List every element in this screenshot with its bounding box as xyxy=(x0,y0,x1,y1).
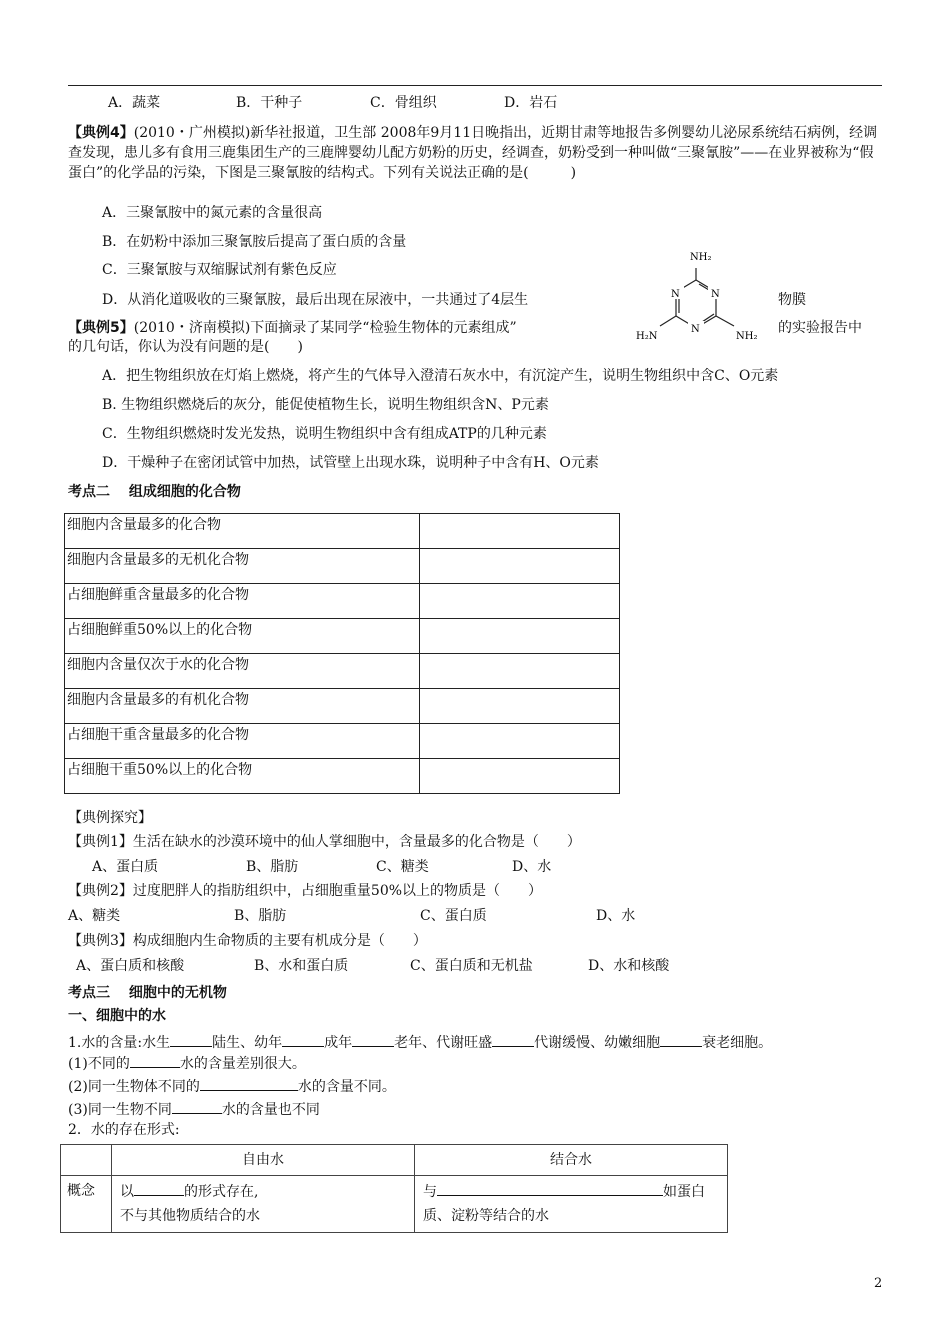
nh2-left-label: H₂N xyxy=(636,331,658,342)
example5-label: 【典例5】 xyxy=(68,320,134,336)
ring-n-label: N xyxy=(691,324,700,335)
fill-blank[interactable] xyxy=(660,1032,702,1047)
section3-title: 考点三 细胞中的无机物 xyxy=(68,985,227,1001)
concept-label: 概念 xyxy=(61,1176,112,1233)
free-text: 不与其他物质结合的水 xyxy=(120,1208,260,1224)
answer-cell[interactable] xyxy=(420,724,620,759)
prev-option-a: A．蔬菜 xyxy=(108,95,161,111)
water-subsection-title: 一、细胞中的水 xyxy=(68,1008,166,1024)
prev-option-c: C．骨组织 xyxy=(370,95,437,111)
water-line-2 xyxy=(68,1076,396,1096)
example1-option-d: D、水 xyxy=(512,859,552,875)
example5-text-c: 的几句话，你认为没有问题的是( ) xyxy=(68,339,303,355)
answer-cell[interactable] xyxy=(420,654,620,689)
example4-option-a: A．三聚氰胺中的氮元素的含量很高 xyxy=(102,205,323,221)
table-row xyxy=(65,724,620,759)
table-row xyxy=(61,1145,728,1176)
example2-option-c: C、蛋白质 xyxy=(420,908,487,924)
water-text: 老年、代谢旺盛 xyxy=(394,1035,493,1051)
answer-cell[interactable] xyxy=(420,549,620,584)
table-row xyxy=(65,549,620,584)
table-row xyxy=(65,654,620,689)
example3-question: 【典例3】构成细胞内生命物质的主要有机成分是（ ） xyxy=(68,933,427,949)
water-text: 陆生、幼年 xyxy=(212,1035,283,1051)
fill-blank[interactable] xyxy=(492,1032,534,1047)
bound-text: 质、淀粉等结合的水 xyxy=(423,1208,549,1224)
example3-option-a: A、蛋白质和核酸 xyxy=(76,958,185,974)
answer-cell[interactable] xyxy=(420,514,620,549)
example2-option-b: B、脂肪 xyxy=(234,908,287,924)
fill-blank[interactable] xyxy=(437,1181,663,1196)
water-text: 1.水的含量:水生 xyxy=(68,1035,171,1051)
ring-n-label: N xyxy=(671,289,680,300)
example3-option-b: B、水和蛋白质 xyxy=(254,958,349,974)
compound-question: 占细胞干重含量最多的化合物 xyxy=(65,724,420,759)
example1-question: 【典例1】生活在缺水的沙漠环境中的仙人掌细胞中，含量最多的化合物是（ ） xyxy=(68,834,581,850)
table-row xyxy=(65,584,620,619)
water-content-line xyxy=(68,1032,772,1052)
example4-option-b: B．在奶粉中添加三聚氰胺后提高了蛋白质的含量 xyxy=(102,234,407,250)
water-text: (2)同一生物体不同的 xyxy=(68,1079,200,1095)
fill-blank[interactable] xyxy=(282,1032,324,1047)
page-number: 2 xyxy=(874,1276,883,1291)
fill-blank[interactable] xyxy=(130,1053,180,1068)
example4-option-c: C．三聚氰胺与双缩脲试剂有紫色反应 xyxy=(102,262,337,278)
fill-blank[interactable] xyxy=(170,1032,212,1047)
water-text: 水的含量不同。 xyxy=(297,1079,396,1095)
water-line-1 xyxy=(68,1053,306,1073)
example4-question xyxy=(68,123,882,183)
bound-water-header: 结合水 xyxy=(415,1145,728,1176)
example5-question-a xyxy=(68,320,517,337)
compound-question: 占细胞干重50%以上的化合物 xyxy=(65,759,420,794)
answer-cell[interactable] xyxy=(420,619,620,654)
fill-blank[interactable] xyxy=(134,1181,184,1196)
free-water-concept xyxy=(112,1176,415,1233)
water-text: (3)同一生物不同 xyxy=(68,1102,172,1118)
water-text: 代谢缓慢、幼嫩细胞 xyxy=(534,1035,661,1051)
table-row xyxy=(65,759,620,794)
table-row xyxy=(61,1176,728,1233)
water-text: 水的含量也不同 xyxy=(221,1102,320,1118)
water-text: 衰老细胞。 xyxy=(702,1035,773,1051)
bound-text: 与 xyxy=(423,1184,437,1200)
compound-question: 细胞内含量最多的化合物 xyxy=(65,514,420,549)
bound-text: 如蛋白 xyxy=(663,1184,705,1200)
water-line-3 xyxy=(68,1099,320,1119)
nh2-right-label: NH₂ xyxy=(736,331,758,342)
compound-question: 细胞内含量最多的有机化合物 xyxy=(65,689,420,724)
water-text: (1)不同的 xyxy=(68,1056,130,1072)
free-water-header: 自由水 xyxy=(112,1145,415,1176)
table-row xyxy=(65,619,620,654)
ring-n-label: N xyxy=(711,289,720,300)
example2-option-d: D、水 xyxy=(596,908,636,924)
water-text: 水的含量差别很大。 xyxy=(179,1056,306,1072)
example3-option-d: D、水和核酸 xyxy=(588,958,670,974)
header-rule xyxy=(68,85,882,86)
prev-option-b: B．干种子 xyxy=(236,95,303,111)
example5-text-b: 的实验报告中 xyxy=(778,320,862,336)
answer-cell[interactable] xyxy=(420,689,620,724)
example4-option-d: D．从消化道吸收的三聚氰胺，最后出现在尿液中，一共通过了4层生 xyxy=(102,292,529,308)
example5-option-c: C．生物组织燃烧时发光发热，说明生物组织中含有组成ATP的几种元素 xyxy=(102,426,547,442)
fill-blank[interactable] xyxy=(352,1032,394,1047)
example4-text: (2010・广州模拟)新华社报道，卫生部 2008年9月11日晚指出，近期甘肃等地报告多例婴幼儿泌尿系统结石病例，经调查发现，患儿多有食用三鹿集团生产的三鹿牌婴幼儿配方奶粉的历史，经调查，奶粉受到一种叫做“三聚氰胺”——在业界被称为“假蛋白”的化学品的污染，下图是三聚氰胺的结构式。下列有关说法正确的是( ) xyxy=(68,125,878,181)
compound-question: 细胞内含量仅次于水的化合物 xyxy=(65,654,420,689)
water-text: 成年 xyxy=(324,1035,353,1051)
compound-question: 细胞内含量最多的无机化合物 xyxy=(65,549,420,584)
header-empty-cell xyxy=(61,1145,112,1176)
nh2-top-label: NH₂ xyxy=(690,252,712,263)
example2-question: 【典例2】过度肥胖人的指肪组织中，占细胞重量50%以上的物质是（ ） xyxy=(68,883,543,899)
fill-blank[interactable] xyxy=(200,1076,298,1091)
compounds-table xyxy=(64,513,620,794)
example3-option-c: C、蛋白质和无机盐 xyxy=(410,958,533,974)
section2-title: 考点二 组成细胞的化合物 xyxy=(68,484,241,500)
example1-option-a: A、蛋白质 xyxy=(92,859,159,875)
examples-title: 【典例探究】 xyxy=(68,810,152,826)
example4-label: 【典例4】 xyxy=(68,125,134,141)
answer-cell[interactable] xyxy=(420,759,620,794)
table-row xyxy=(65,689,620,724)
example1-option-b: B、脂肪 xyxy=(246,859,299,875)
example5-option-a: A．把生物组织放在灯焰上燃烧，将产生的气体导入澄清石灰水中，有沉淀产生，说明生物组织中含C、O元素 xyxy=(102,368,779,384)
compound-question: 占细胞鲜重含量最多的化合物 xyxy=(65,584,420,619)
example5-text-a: (2010・济南模拟)下面摘录了某同学“检验生物体的元素组成” xyxy=(133,320,517,336)
example5-option-d: D．干燥种子在密闭试管中加热，试管壁上出现水珠，说明种子中含有H、O元素 xyxy=(102,455,599,471)
fill-blank[interactable] xyxy=(172,1099,222,1114)
example4-option-d-tail: 物膜 xyxy=(778,292,806,308)
melamine-structure-figure xyxy=(630,240,770,350)
example2-option-a: A、糖类 xyxy=(68,908,121,924)
water-forms-table xyxy=(60,1144,728,1233)
free-text: 以 xyxy=(120,1184,134,1200)
example5-option-b: B. 生物组织燃烧后的灰分，能促使植物生长，说明生物组织含N、P元素 xyxy=(102,397,549,413)
table-row xyxy=(65,514,620,549)
compound-question: 占细胞鲜重50%以上的化合物 xyxy=(65,619,420,654)
answer-cell[interactable] xyxy=(420,584,620,619)
bound-water-concept xyxy=(415,1176,728,1233)
example1-option-c: C、糖类 xyxy=(376,859,429,875)
free-text: 的形式存在, xyxy=(184,1184,259,1200)
prev-option-d: D．岩石 xyxy=(504,95,558,111)
water-forms-title: 2．水的存在形式: xyxy=(68,1122,180,1138)
